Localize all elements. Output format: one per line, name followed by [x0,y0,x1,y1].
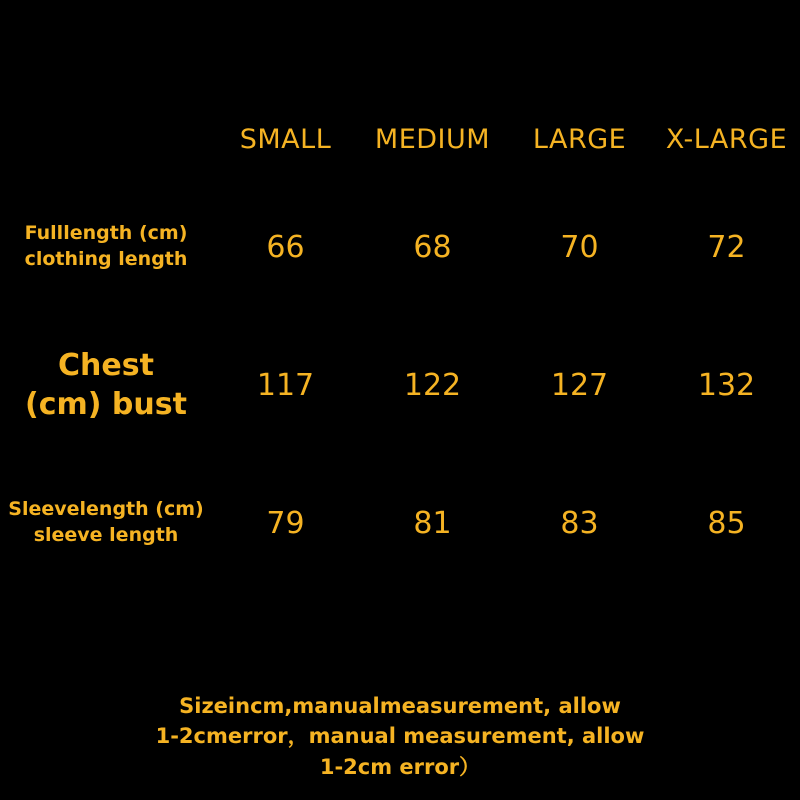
cell-full-length-xlarge: 72 [707,229,746,265]
cell-chest-large: 127 [550,367,609,403]
cell-full-length-small: 66 [266,229,305,265]
row-label-chest [0,316,212,454]
row-label-line1: Sleevelength (cm) [8,498,204,521]
cell-sleeve-length-medium: 81 [413,505,452,541]
row-label-sleeve-length [0,454,212,592]
table-row [0,316,800,454]
table-row [0,454,800,592]
header-large: LARGE [532,123,627,155]
cell-full-length-large: 70 [560,229,599,265]
table-header-row [0,100,800,178]
table-row [0,178,800,316]
row-label-line1: Fulllength (cm) [24,222,188,245]
footnote-line-1: Sizeincm,manualmeasurement, allow [179,693,621,718]
row-label-line1: Chest [58,348,154,383]
cell-chest-medium: 122 [403,367,462,403]
row-label-full-length [0,178,212,316]
cell-sleeve-length-xlarge: 85 [707,505,746,541]
row-label-line2: sleeve length [33,524,179,546]
header-corner-cell [0,100,212,178]
cell-chest-xlarge: 132 [697,367,756,403]
header-xlarge: X-LARGE [665,123,788,155]
size-chart-table [0,100,800,592]
header-medium: MEDIUM [374,123,491,155]
header-small: SMALL [239,123,332,155]
footnote-line-3: 1-2cm error） [319,754,481,779]
cell-sleeve-length-large: 83 [560,505,599,541]
cell-chest-small: 117 [256,367,315,403]
row-label-line2: clothing length [24,248,188,270]
cell-full-length-medium: 68 [413,229,452,265]
row-label-line2: (cm) bust [25,387,187,422]
footnote-line-2: 1-2cmerror，manual measurement, allow [155,724,645,749]
measurement-footnote [0,691,800,782]
cell-sleeve-length-small: 79 [266,505,305,541]
